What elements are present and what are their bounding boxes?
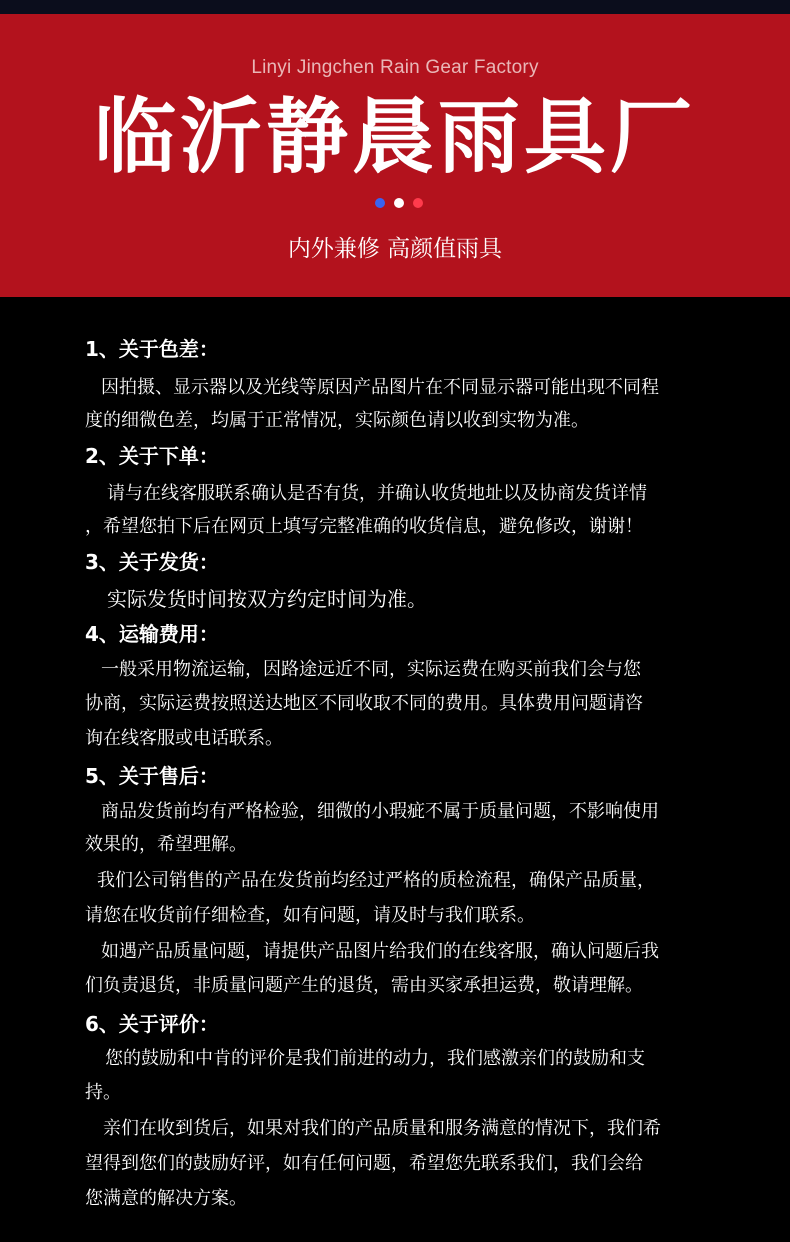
section-text-line: 请您在收货前仔细检查，如有问题，请及时与我们联系。 [85, 905, 535, 926]
section-text-line: 我们公司销售的产品在发货前均经过严格的质检流程，确保产品质量， [97, 870, 655, 891]
section-text-line: 您的鼓励和中肯的评价是我们前进的动力，我们感激亲们的鼓励和支 [105, 1048, 645, 1069]
section-text-line: 亲们在收到货后，如果对我们的产品质量和服务满意的情况下，我们希 [103, 1118, 661, 1139]
blue-dot-icon [375, 198, 385, 208]
section-heading: 2、关于下单： [85, 444, 219, 468]
section-text-line: 实际发货时间按双方约定时间为准。 [107, 587, 427, 611]
factory-title: 临沂静晨雨具厂 [93, 90, 696, 185]
section-heading: 5、关于售后： [85, 764, 219, 788]
top-strip [0, 0, 790, 14]
section-text-line: ，希望您拍下后在网页上填写完整准确的收货信息，避免修改，谢谢！ [85, 516, 643, 537]
section-text-line: 持。 [85, 1082, 121, 1103]
section-heading: 4、运输费用： [85, 622, 219, 646]
section-text-line: 一般采用物流运输，因路途远近不同，实际运费在购买前我们会与您 [101, 659, 641, 680]
section-text-line: 您满意的解决方案。 [85, 1188, 247, 1209]
section-text-line: 因拍摄、显示器以及光线等原因产品图片在不同显示器可能出现不同程 [101, 377, 659, 398]
section-heading: 3、关于发货： [85, 550, 219, 574]
section-text-line: 效果的，希望理解。 [85, 834, 247, 855]
section-text-line: 们负责退货，非质量问题产生的退货，需由买家承担运费，敬请理解。 [85, 975, 643, 996]
factory-english-name: Linyi Jingchen Rain Gear Factory [251, 57, 539, 78]
section-text-line: 望得到您们的鼓励好评，如有任何问题，希望您先联系我们，我们会给 [85, 1153, 643, 1174]
section-text-line: 商品发货前均有严格检验，细微的小瑕疵不属于质量问题，不影响使用 [101, 801, 659, 822]
red-dot-icon [413, 198, 423, 208]
section-text-line: 请与在线客服联系确认是否有货，并确认收货地址以及协商发货详情 [107, 483, 647, 504]
slogan: 内外兼修 高颜值雨具 [287, 236, 503, 262]
section-heading: 1、关于色差： [85, 337, 219, 361]
white-dot-icon [394, 198, 404, 208]
section-text-line: 如遇产品质量问题，请提供产品图片给我们的在线客服，确认问题后我 [101, 941, 659, 962]
section-text-line: 协商，实际运费按照送达地区不同收取不同的费用。具体费用问题请咨 [85, 693, 643, 714]
section-text-line: 询在线客服或电话联系。 [85, 728, 283, 749]
section-heading: 6、关于评价： [85, 1012, 219, 1036]
section-text-line: 度的细微色差，均属于正常情况，实际颜色请以收到实物为准。 [85, 410, 589, 431]
